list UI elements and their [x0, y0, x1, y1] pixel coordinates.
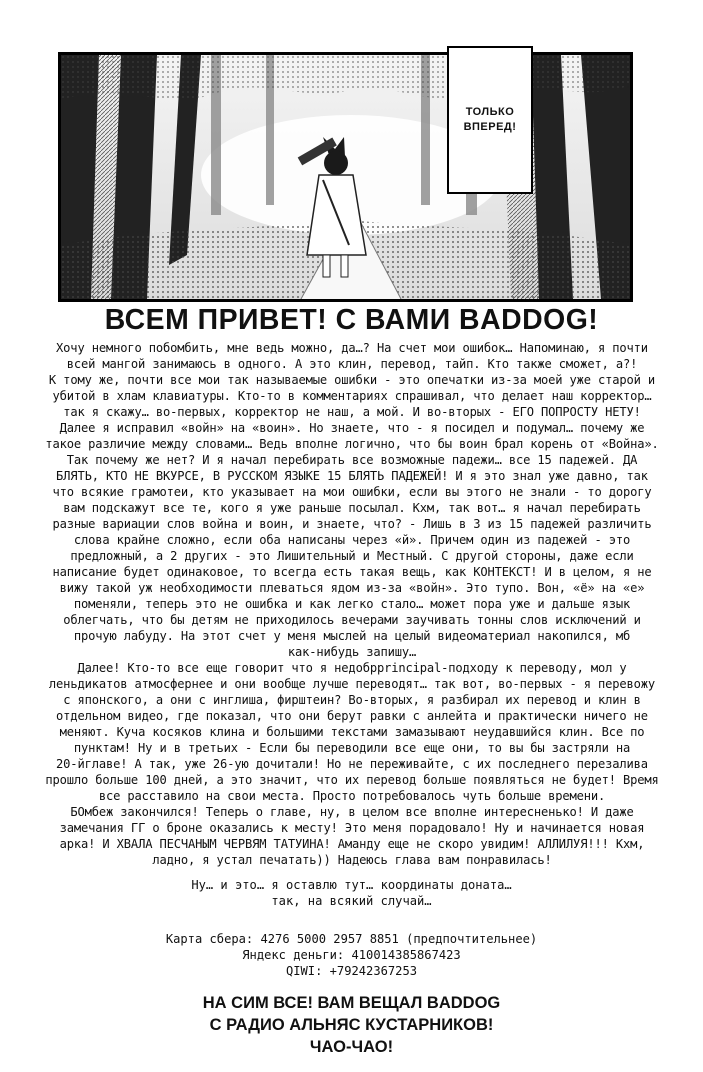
body-line: что всякие грамотеи, кто указывает на мои ошибки, если вы этого не знали - то дорогу	[52, 485, 652, 499]
donate-sber-card: Карта сбера: 4276 5000 2957 8851 (предпочтительнее)	[165, 932, 538, 946]
body-line: поменяли, теперь это не ошибка и как легко стало… может пора уже и дальше язык	[73, 597, 631, 611]
body-line: отдельном видео, где показал, что они берут равки с анлейта и практически ничего не	[56, 709, 648, 723]
body-line: арка! И ХВАЛА ПЕСЧАНЫМ ЧЕРВЯМ ТАТУИНА! Аманду еще не скоро увидим! АЛЛИЛУЯ!!! Кхм,	[59, 837, 645, 851]
signoff	[0, 992, 703, 1058]
body-line: так я скажу… во-первых, корректор не наш, а мой. И во-вторых - ЕГО ПОПРОСТУ НЕТУ!	[63, 405, 641, 419]
body-line: Так почему же нет? И я начал перебирать все возможные падежи… все 15 падежей. ДА	[66, 453, 638, 467]
body-line: все расставило на свои места. Просто потребовалось чуть больше времени.	[98, 789, 606, 803]
body-line: как-нибудь запишу…	[287, 645, 417, 659]
message-body	[14, 340, 690, 868]
body-line: убитой в хлам клавиатуры. Кто-то в комментариях спрашивал, что делает наш корректор…	[52, 389, 652, 403]
body-line: такое различие между словами… Ведь вполне логично, что бы воин брал корень от «Война».	[45, 437, 659, 451]
body-line: предложный, а 2 других - это Лишительный и Местный. С другой стороны, даже если	[70, 549, 634, 563]
signoff-line: ЧАО-ЧАО!	[309, 1038, 394, 1056]
donate-intro: Ну… и это… я оставлю тут… координаты доната…	[191, 878, 512, 892]
body-line: Далее я исправил «войн» на «воин». Но знаете, что - я посидел и подумал… почему же	[59, 421, 645, 435]
body-line: ладно, я устал печатать)) Надеюсь глава вам понравилась!	[152, 853, 552, 867]
body-line: слова крайне сложно, если оба написаны через «й». Причем один из падежей - это	[73, 533, 631, 547]
body-line: Далее! Кто-то все еще говорит что я недобрprincipal-подходу к переводу, мол у	[77, 661, 627, 675]
body-line: разные вариации слов война и воин, и знаете, что? - Лишь в 3 из 15 падежей различить	[52, 517, 652, 531]
body-line: с японского, а они с инглиша, фирштеин? Во-вторых, я разбирал их перевод и клин в	[63, 693, 641, 707]
body-line: всей мангой занимаюсь в одного. А это клин, перевод, тайп. Кто также сможет, а?!	[66, 357, 638, 371]
donate-yandex-money: Яндекс деньги: 410014385867423	[242, 948, 461, 962]
body-line: вам подскажут все те, кого я уже раньше посылал. Кхм, так вот… я начал перебирать	[63, 501, 641, 515]
manga-panel	[58, 52, 633, 302]
signoff-line: С РАДИО АЛЬНЯС КУСТАРНИКОВ!	[209, 1016, 494, 1034]
body-line: вижу такой уж необходимости плеваться ядом из-за «войн». Это тупо. Вон, «ё» на «е»	[59, 581, 645, 595]
body-line: замечания ГГ о броне оказались к месту! Это меня порадовало! Ну и начинается новая	[59, 821, 645, 835]
body-line: Хочу немного побомбить, мне ведь можно, да…? На счет мои ошибок… Напоминаю, я почти	[56, 341, 648, 355]
body-line: прочую лабуду. На этот счет у меня мыслей на целый видеоматериал накопился, мб	[73, 629, 631, 643]
body-line: написание будет одинаковое, то всегда есть такая вещь, как КОНТЕКСТ! И в целом, я не	[52, 565, 652, 579]
page-title: ВСЕМ ПРИВЕТ! С ВАМИ BADDOG!	[104, 304, 599, 336]
body-line: прошло больше 100 дней, а это значит, что их перевод больше появляться не будет! Время	[45, 773, 659, 787]
body-line: меняют. Куча косяков клина и большими текстами замазывают неудавшийся клин. Все по	[59, 725, 645, 739]
speech-bubble-text: ТОЛЬКО ВПЕРЕД!	[463, 106, 517, 133]
speech-bubble	[447, 46, 533, 194]
body-line: БЛЯТЬ, КТО НЕ ВКУРСЕ, В РУССКОМ ЯЗЫКЕ 15 БЛЯТЬ ПАДЕЖЕЙ! И я это знал уже давно, так	[56, 469, 648, 483]
body-line: пунктам! Ну и в третьих - Если бы переводили все еще они, то вы бы застряли на	[73, 741, 631, 755]
body-line: БОмбеж закончился! Теперь о главе, ну, в целом все вполне интересненько! И даже	[70, 805, 634, 819]
body-line: облегчать, что бы детям не приходилось вечерами заучивать тонны слов исключений и	[63, 613, 641, 627]
body-line: 20-йглаве! А так, уже 26-ую дочитали! Но не переживайте, с их последнего перезалива	[56, 757, 648, 771]
donate-intro: так, на всякий случай…	[271, 894, 432, 908]
body-line: К тому же, почти все мои так называемые ошибки - это опечатки из-за моей уже старой и	[48, 373, 656, 387]
body-line: леньдикатов атмосфернее и они вообще лучше переводят… так вот, во-первых - я перевожу	[48, 677, 656, 691]
donate-section	[0, 877, 703, 979]
manga-forest-path-illustration	[61, 55, 630, 299]
signoff-line: НА СИМ ВСЕ! ВАМ ВЕЩАЛ BADDOG	[202, 994, 501, 1012]
donate-qiwi: QIWI: +79242367253	[285, 964, 418, 978]
